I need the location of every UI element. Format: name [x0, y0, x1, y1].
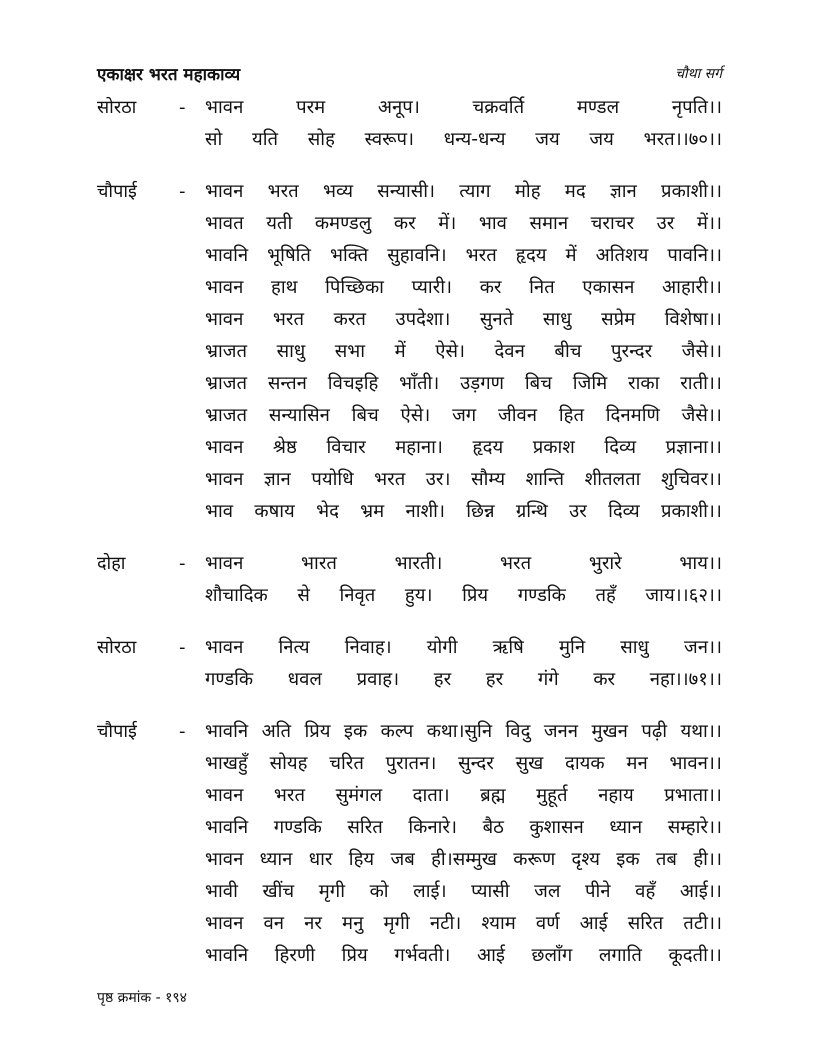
- verse-line: भावन वन नर मनु मृगी नटी। श्याम वर्ण आई सरित तटी।।: [205, 913, 722, 934]
- verse-line: भावनि गण्डकि सरित किनारे। बैठ कुशासन ध्यान सम्हारे।।: [205, 817, 722, 838]
- verse-line: भावी खींच मृगी को लाई। प्यासी जल पीने वहँ आई।।: [205, 881, 722, 902]
- chapter-label: चौथा सर्ग: [675, 66, 722, 82]
- meter-label: चौपाई: [97, 721, 137, 742]
- meter-dash: -: [179, 181, 186, 202]
- verse-lines: [205, 176, 722, 528]
- stanza: [97, 632, 722, 696]
- verse-line: भावन भारत भारती। भरत भुरारे भाय।।: [205, 553, 722, 574]
- page-header: [97, 62, 722, 86]
- verse-line: भावनि भूषिति भक्ति सुहावनि। भरत हृदय में अतिशय पावनि।।: [205, 245, 722, 266]
- stanza: [97, 548, 722, 612]
- meter-dash: -: [179, 721, 186, 742]
- verse-line: भावन भरत करत उपदेशा। सुनते साधु सप्रेम विशेषा।।: [205, 309, 722, 330]
- verse-line: भाव कषाय भेद भ्रम नाशी। छिन्न ग्रन्थि उर दिव्य प्रकाशी।।: [205, 501, 722, 522]
- book-title: एकाक्षर भरत महाकाव्य: [97, 65, 241, 85]
- stanza: [97, 176, 722, 528]
- verse-lines: [205, 548, 722, 612]
- verse-line: भावत यती कमण्डलु कर में। भाव समान चराचर उर में।।: [205, 213, 722, 234]
- meter-label: सोरठा: [97, 97, 137, 118]
- verse-line: भावन ज्ञान पयोधि भरत उर। सौम्य शान्ति शीतलता शुचिवर।।: [205, 469, 722, 490]
- verse-line: भ्राजत सन्यासिन बिच ऐसे। जग जीवन हित दिनमणि जैसे।।: [205, 405, 722, 426]
- verse-line: भावन हाथ पिच्छिका प्यारी। कर नित एकासन आहारी।।: [205, 277, 722, 298]
- meter-label: दोहा: [97, 553, 126, 574]
- verse-line: भावनि अति प्रिय इक कल्प कथा।सुनि विदु जनन मुखन पढ़ी यथा।।: [205, 721, 722, 742]
- verse-line: भाखहुँ सोयह चरित पुरातन। सुन्दर सुख दायक मन भावन।।: [205, 753, 722, 774]
- stanza: [97, 716, 722, 972]
- verse-line: भावन भरत सुमंगल दाता। ब्रह्म मुहूर्त नहाय प्रभाता।।: [205, 785, 722, 806]
- verse-line: गण्डकि धवल प्रवाह। हर हर गंगे कर नहा।।७१।।: [205, 669, 722, 690]
- verse-lines: [205, 92, 722, 156]
- verse-line: भ्राजत सन्तन विचइहि भाँती। उड़गण बिच जिमि राका राती।।: [205, 373, 722, 394]
- verse-line: शौचादिक से निवृत हुय। प्रिय गण्डकि तहँ जाय।।६२।।: [205, 585, 722, 606]
- verse-lines: [205, 632, 722, 696]
- page-number: पृष्ठ क्रमांक - १९४: [97, 990, 187, 1006]
- meter-dash: -: [179, 97, 186, 118]
- verse-lines: [205, 716, 722, 972]
- verse-line: भावन नित्य निवाह। योगी ऋषि मुनि साधु जन।।: [205, 637, 722, 658]
- verse-line: भ्राजत साधु सभा में ऐसे। देवन बीच पुरन्दर जैसे।।: [205, 341, 722, 362]
- verse-line: भावन भरत भव्य सन्यासी। त्याग मोह मद ज्ञान प्रकाशी।।: [205, 181, 722, 202]
- meter-dash: -: [179, 637, 186, 658]
- verse-line: भावन श्रेष्ठ विचार महाना। हृदय प्रकाश दिव्य प्रज्ञाना।।: [205, 437, 722, 458]
- stanza: [97, 92, 722, 156]
- verse-line: भावन परम अनूप। चक्रवर्ति मण्डल नृपति।।: [205, 97, 722, 118]
- meter-dash: -: [179, 553, 186, 574]
- meter-label: सोरठा: [97, 637, 137, 658]
- verse-line: भावनि हिरणी प्रिय गर्भवती। आई छलाँग लगाति कूदती।।: [205, 945, 722, 966]
- verse-line: सो यति सोह स्वरूप। धन्य-धन्य जय जय भरत।।७०।।: [205, 129, 722, 150]
- meter-label: चौपाई: [97, 181, 137, 202]
- verse-line: भावन ध्यान धार हिय जब ही।सम्मुख करूण दृश्य इक तब ही।।: [205, 849, 722, 870]
- verse-body: [97, 92, 722, 992]
